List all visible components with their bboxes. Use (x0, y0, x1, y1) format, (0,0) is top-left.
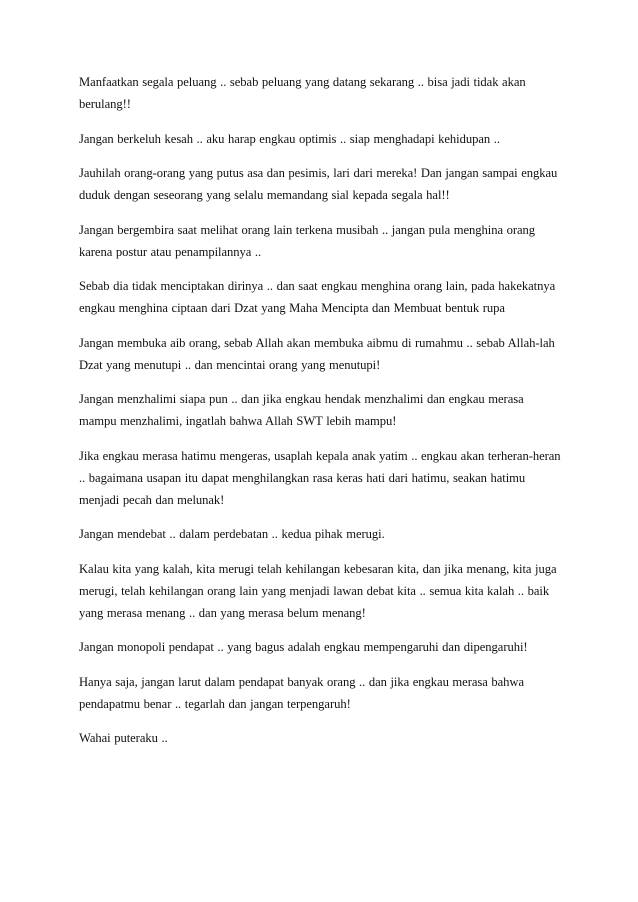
paragraph-6: Jangan membuka aib orang, sebab Allah akan membuka aibmu di rumahmu .. sebab Allah-lah Dzat yang menutupi .. dan mencintai orang yang menutupi! (79, 335, 555, 372)
document-body (79, 71, 561, 762)
paragraph-4: Jangan bergembira saat melihat orang lain terkena musibah .. jangan pula menghina orang karena postur atau penampilannya .. (79, 222, 536, 259)
paragraph-9: Jangan mendebat .. dalam perdebatan .. kedua pihak merugi. (79, 527, 385, 541)
paragraph-10: Kalau kita yang kalah, kita merugi telah kehilangan kebesaran kita, dan jika menang, kita juga merugi, telah kehilangan orang lain yang menjadi lawan debat kita .. semua kita kalah .. baik yang merasa menang .. dan yang merasa belum menang! (79, 561, 557, 620)
paragraph-3: Jauhilah orang-orang yang putus asa dan pesimis, lari dari mereka! Dan jangan sampai engkau duduk dengan seseorang yang selalu memandang sial kepada segala hal!! (79, 166, 558, 202)
paragraph-13: Wahai puteraku .. (79, 731, 168, 745)
paragraph-2: Jangan berkeluh kesah .. aku harap engkau optimis .. siap menghadapi kehidupan .. (79, 131, 500, 146)
paragraph-12: Hanya saja, jangan larut dalam pendapat banyak orang .. dan jika engkau merasa bahwa pendapatmu benar .. tegarlah dan jangan terpengaruh! (79, 674, 525, 711)
paragraph-11: Jangan monopoli pendapat .. yang bagus adalah engkau mempengaruhi dan dipengaruhi! (79, 640, 528, 654)
paragraph-5: Sebab dia tidak menciptakan dirinya .. dan saat engkau menghina orang lain, pada hakekatnya engkau menghina ciptaan dari Dzat yang Maha Mencipta dan Membuat bentuk rupa (79, 279, 556, 315)
paragraph-1: Manfaatkan segala peluang .. sebab peluang yang datang sekarang .. bisa jadi tidak akan berulang!! (79, 75, 526, 111)
paragraph-7: Jangan menzhalimi siapa pun .. dan jika engkau hendak menzhalimi dan engkau merasa mampu menzhalimi, ingatlah bahwa Allah SWT lebih mampu! (79, 392, 524, 428)
paragraph-8: Jika engkau merasa hatimu mengeras, usaplah kepala anak yatim .. engkau akan terheran-heran .. bagaimana usapan itu dapat menghilangkan rasa keras hati dari hatimu, seakan hatimu menjadi pecah dan melunak! (79, 448, 561, 507)
